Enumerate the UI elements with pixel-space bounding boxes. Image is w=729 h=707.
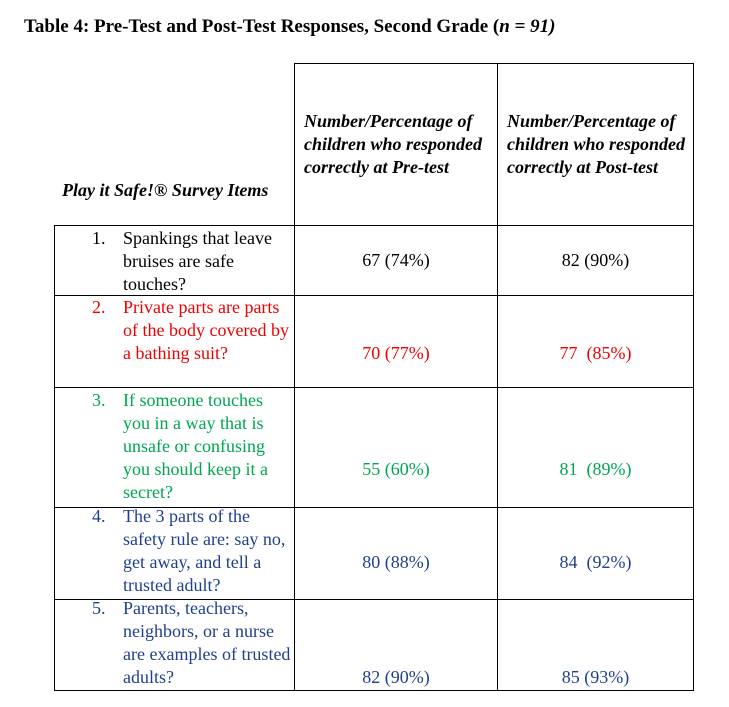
survey-item: The 3 parts of the safety rule are: say no, get away, and tell a trusted adult? [123, 506, 286, 595]
item-number: 5. [92, 598, 106, 618]
right-border [693, 63, 694, 691]
pre-test-value: 70 (77%) [362, 343, 430, 363]
column-divider [497, 63, 498, 691]
header-bottom-border [54, 225, 694, 226]
post-test-value: 82 (90%) [561, 250, 630, 270]
n-label: n [499, 16, 510, 37]
column-divider [294, 63, 295, 691]
pre-test-value: 82 (90%) [362, 667, 430, 687]
pre-test-value: 55 (60%) [362, 459, 430, 479]
survey-item: Spankings that leave bruises are safe touches? [123, 228, 272, 294]
post-test-value: 85 (93%) [561, 667, 630, 687]
post-test-value: 81 (89%) [559, 459, 632, 479]
post-test-value: 84 (92%) [559, 552, 632, 572]
top-border [294, 63, 694, 64]
post-test-value: 77 (85%) [559, 343, 632, 363]
table-label: Table 4: [24, 16, 90, 37]
survey-item: Private parts are parts of the body covered by a bathing suit? [123, 297, 289, 363]
table-title [24, 16, 555, 38]
item-number: 4. [92, 506, 106, 526]
header-survey-items: Play it Safe!® Survey Items [62, 180, 269, 200]
survey-item: Parents, teachers, neighbors, or a nurse are examples of trusted adults? [123, 598, 291, 687]
bottom-border [54, 690, 694, 691]
table-caption: Pre-Test and Post-Test Responses, Second Grade ( [94, 16, 500, 37]
n-value: = 91) [509, 16, 556, 37]
results-table [54, 63, 694, 691]
left-border [54, 225, 55, 691]
pre-test-value: 80 (88%) [362, 552, 430, 572]
survey-item: If someone touches you in a way that is unsafe or confusing you should keep it a secret? [123, 390, 268, 502]
header-pre-test: Number/Percentage of children who responded correctly at Pre-test [304, 111, 483, 177]
row-divider [54, 387, 694, 388]
header-post-test: Number/Percentage of children who responded correctly at Post-test [507, 111, 686, 177]
item-number: 2. [92, 297, 106, 317]
item-number: 1. [92, 228, 106, 248]
pre-test-value: 67 (74%) [362, 250, 430, 270]
item-number: 3. [92, 390, 106, 410]
